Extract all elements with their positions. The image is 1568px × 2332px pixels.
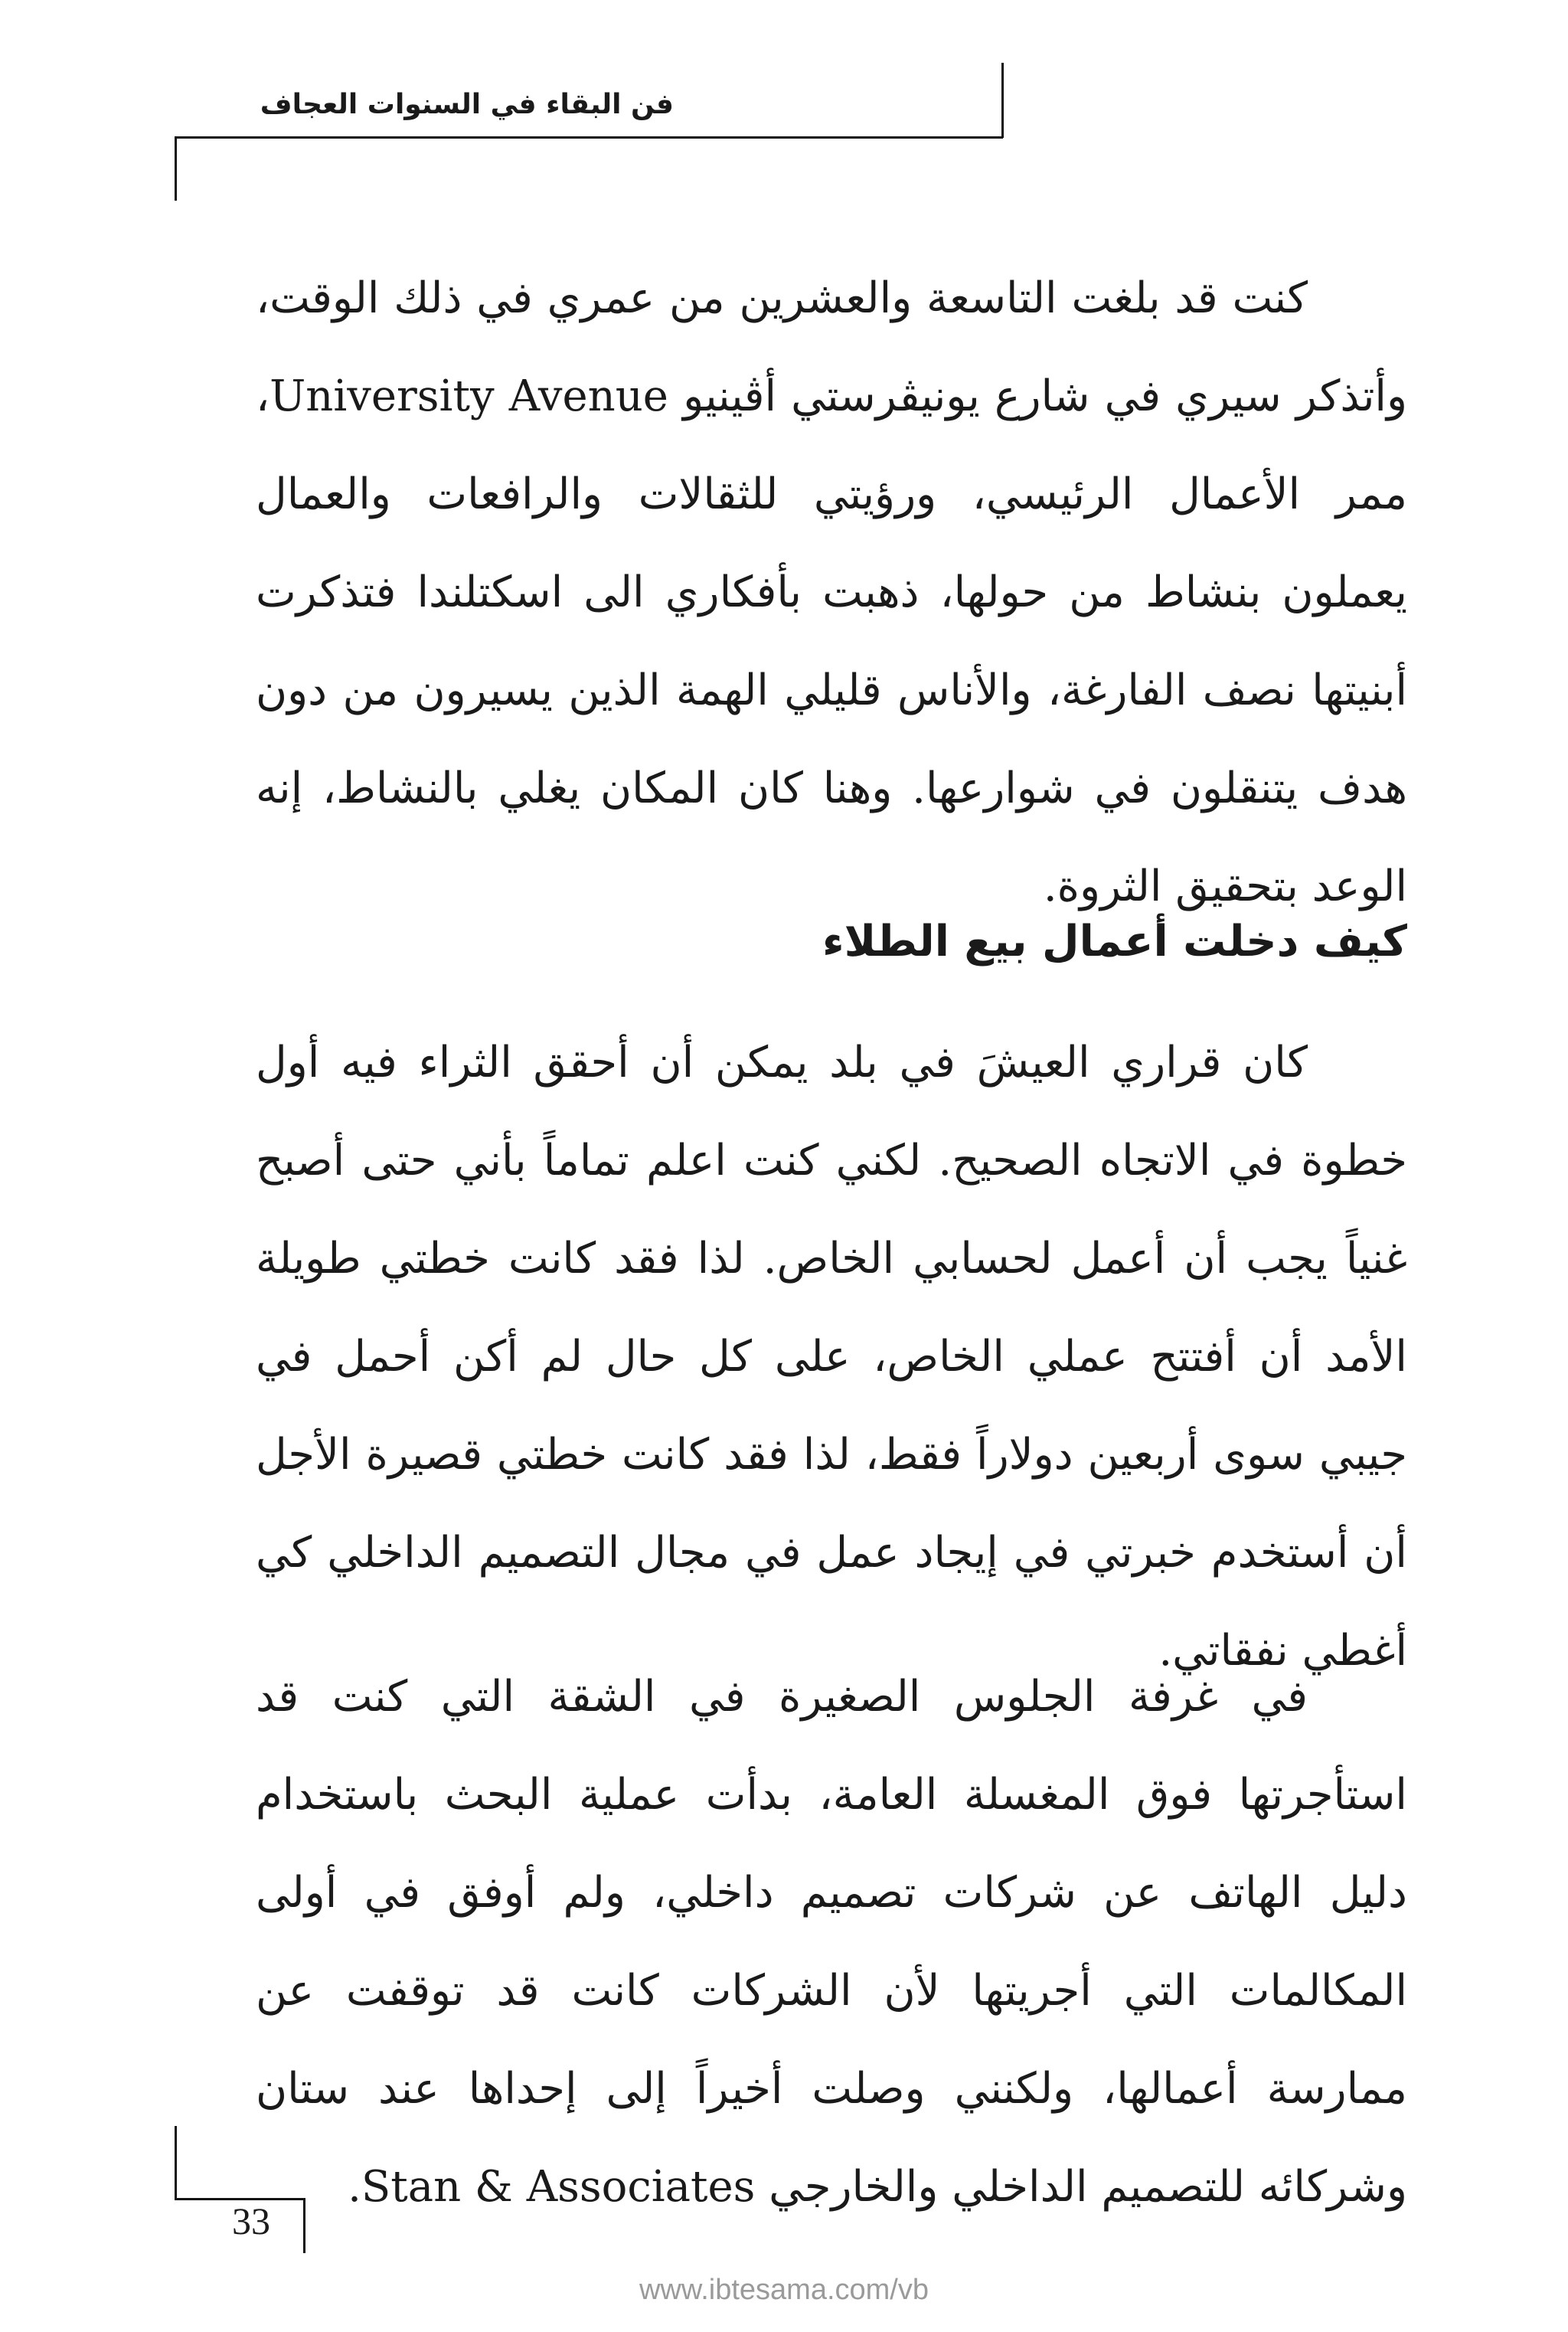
header-rule-left [175,136,177,201]
header-rule [175,136,1003,139]
footer-rule-right [303,2198,305,2253]
footer-rule-left [175,2126,177,2200]
paragraph-3-block [256,1648,1407,2236]
paragraph-1: كنت قد بلغت التاسعة والعشرين من عمري في ذلك الوقت، وأتذكر سيري في شارع يونيڤرستي أڤينيو University Avenue، ممر الأعمال الرئيسي، ورؤيتي للثقالات والرافعات والعمال يعملون بنشاط من حولها، ذهبت بأفكاري الى اسكتلندا فتذكرت أبنيتها نصف الفارغة، والأناس قليلي الهمة الذين يسيرون من دون هدف يتنقلون في شوارعها. وهنا كان المكان يغلي بالنشاط، إنه الوعد بتحقيق الثروة. [256,273,1408,911]
paragraph-2-block [256,1014,1407,1700]
page-number: 33 [232,2200,270,2242]
paragraph-3: في غرفة الجلوس الصغيرة في الشقة التي كنت قد استأجرتها فوق المغسلة العامة، بدأت عملية البحث باستخدام دليل الهاتف عن شركات تصميم داخلي، ولم أوفق في أولى المكالمات التي أجريتها لأن الشركات كانت قد توقفت عن ممارسة أعمالها، ولكنني وصلت أخيراً إلى إحداها عند ستان وشركائه للتصميم الداخلي والخارجي Stan & Associates. [256,1672,1407,2212]
running-title: فن البقاء في السنوات العجاف [260,89,674,120]
paragraph-2: كان قراري العيشَ في بلد يمكن أن أحقق الثراء فيه أول خطوة في الاتجاه الصحيح. لكني كنت اعلم تماماً بأني حتى أصبح غنياً يجب أن أعمل لحسابي الخاص. لذا فقد كانت خطتي طويلة الأمد أن أفتتح عملي الخاص، على كل حال لم أكن أحمل في جيبي سوى أربعين دولاراً فقط، لذا فقد كانت خطتي قصيرة الأجل أن أستخدم خبرتي في إيجاد عمل في مجال التصميم الداخلي كي أغطي نفقاتي. [256,1038,1407,1676]
section-heading: كيف دخلت أعمال بيع الطلاء [822,917,1407,966]
paragraph-1-block [256,250,1407,936]
watermark-link[interactable]: www.ibtesama.com/vb [639,2274,929,2306]
header-rule-right [1001,63,1004,138]
